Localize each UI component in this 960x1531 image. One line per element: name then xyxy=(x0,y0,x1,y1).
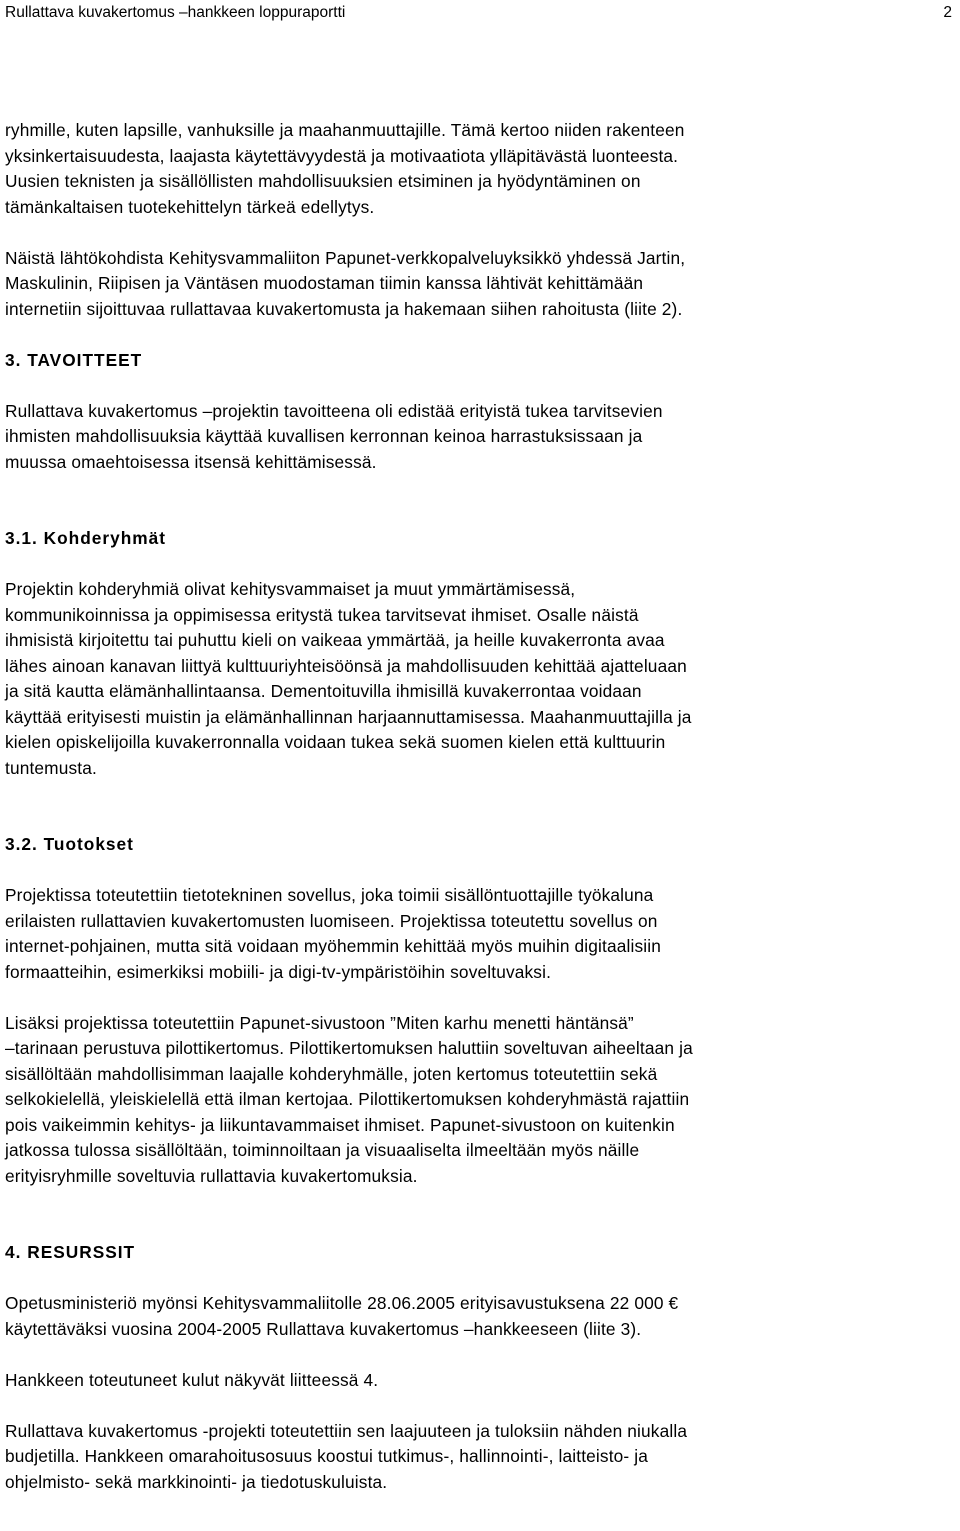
section-3-2-heading: 3.2. Tuotokset xyxy=(5,834,134,854)
section-4-paragraph-3: Rullattava kuvakertomus -projekti toteutettiin sen laajuuteen ja tuloksiin nähden niukalla budjetilla. Hankkeen omarahoitusosuus koostui tutkimus-, hallinnointi-, laitteisto- ja ohjelmisto- sekä markkinointi- ja tiedotuskuluista. xyxy=(5,1420,688,1492)
page-number: 2 xyxy=(943,4,952,21)
section-3-1-heading: 3.1. Kohderyhmät xyxy=(5,528,167,548)
section-3-heading: 3. TAVOITTEET xyxy=(5,349,143,370)
section-3-paragraph-1: Rullattava kuvakertomus –projektin tavoitteena oli edistää erityistä tukea tarvitsevien ihmisten mahdollisuuksia käyttää kuvallisen kerronnan keinoa harrastuksissaan ja muussa omaehtoisessa itsensä kehittämisessä. xyxy=(5,400,663,472)
document-body xyxy=(5,118,957,1495)
running-header xyxy=(5,4,952,24)
intro-paragraph-1: ryhmille, kuten lapsille, vanhuksille ja maahanmuuttajille. Tämä kertoo niiden rakenteen yksinkertaisuudesta, laajasta käytettävyydestä ja motivaatiota ylläpitävästä luonteesta. Uusien teknisten ja sisällöllisten mahdollisuuksien etsiminen ja hyödyntäminen on tämänkaltaisen tuotekehittelyn tärkeä edellytys. xyxy=(5,120,685,217)
section-4-paragraph-2: Hankkeen toteutuneet kulut näkyvät liitteessä 4. xyxy=(5,1369,379,1390)
section-3-2-paragraph-1: Projektissa toteutettiin tietotekninen sovellus, joka toimii sisällöntuottajille työkaluna erilaisten rullattavien kuvakertomusten luomiseen. Projektissa toteutettu sovellus on internet-pohjainen, mutta sitä voidaan myöhemmin kehittää myös muihin digitaalisiin formaatteihin, esimerkiksi mobiili- ja digi-tv-ympäristöihin soveltuvaksi. xyxy=(5,885,662,982)
section-3-1-paragraph-1: Projektin kohderyhmiä olivat kehitysvammaiset ja muut ymmärtämisessä, kommunikoinnissa ja oppimisessa eritystä tukea tarvitsevat ihmiset. Osalle näistä ihmisistä kirjoitettu tai puhuttu kieli on vaikeaa ymmärtää, ja heille kuvakerronta avaa lähes ainoan kanavan liittyä kulttuuriyhteisöönsä ja mahdollisuuden kehittää ajatteluaan ja sitä kautta elämänhallintaansa. Dementoituvilla ihmisillä kuvakerrontaa voidaan käyttää erityisesti muistin ja elämänhallinnan harjaannuttamisessa. Maahanmuuttajilla ja kielen opiskelijoilla kuvakerronnalla voidaan tukea sekä suomen kielen että kulttuurin tuntemusta. xyxy=(5,579,692,778)
section-4-heading: 4. RESURSSIT xyxy=(5,1242,136,1262)
document-title: Rullattava kuvakertomus –hankkeen loppuraportti xyxy=(5,4,346,21)
section-4-paragraph-1: Opetusministeriö myönsi Kehitysvammaliitolle 28.06.2005 erityisavustuksena 22 000 € käytettäväksi vuosina 2004-2005 Rullattava kuvakertomus –hankkeeseen (liite 3). xyxy=(5,1293,679,1339)
section-3-2-paragraph-2: Lisäksi projektissa toteutettiin Papunet-sivustoon ”Miten karhu menetti häntänsä” –tarinaan perustuva pilottikertomus. Pilottikertomuksen haluttiin soveltuvan aiheeltaan ja sisällöltään mahdollisimman laajalle kohderyhmälle, joten kertomus toteutettiin sekä selkokielellä, yleiskielellä että ilman kertojaa. Pilottikertomuksen kohderyhmästä rajattiin pois vaikeimmin kehitys- ja liikuntavammaiset ihmiset. Papunet-sivustoon on kuitenkin jatkossa tulossa sisällöltään, toiminnoiltaan ja visuaaliselta ilmeeltään myös näille erityisryhmille soveltuvia rullattavia kuvakertomuksia. xyxy=(5,1012,693,1186)
intro-paragraph-2: Näistä lähtökohdista Kehitysvammaliiton Papunet-verkkopalveluyksikkö yhdessä Jartin, Maskulinin, Riipisen ja Väntäsen muodostaman tiimin kanssa lähtivät kehittämään internetiin sijoittuvaa rullattavaa kuvakertomusta ja hakemaan siihen rahoitusta (liite 2). xyxy=(5,247,686,319)
